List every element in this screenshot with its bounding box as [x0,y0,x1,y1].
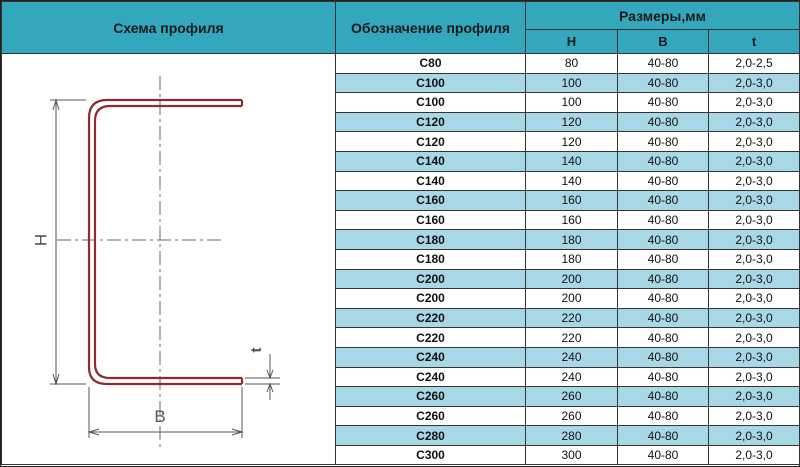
cell-b: 40-80 [618,406,709,426]
cell-b: 40-80 [618,269,709,289]
cell-designation: C120 [336,112,526,132]
cell-t: 2,0-3,0 [709,445,800,465]
cell-b: 40-80 [618,73,709,93]
cell-t: 2,0-3,0 [709,308,800,328]
cell-h: 160 [526,191,618,211]
cell-t: 2,0-3,0 [709,171,800,191]
cell-designation: C220 [336,308,526,328]
cell-designation: C180 [336,230,526,250]
cell-t: 2,0-3,0 [709,269,800,289]
cell-designation: C300 [336,445,526,465]
cell-designation: C240 [336,367,526,387]
cell-h: 220 [526,328,618,348]
cell-h: 200 [526,269,618,289]
cell-designation: C180 [336,249,526,269]
cell-t: 2,0-2,5 [709,54,800,74]
header-col-h: H [526,30,618,54]
cell-b: 40-80 [618,387,709,407]
cell-b: 40-80 [618,328,709,348]
cell-t: 2,0-3,0 [709,210,800,230]
cell-h: 260 [526,387,618,407]
cell-t: 2,0-3,0 [709,367,800,387]
cell-b: 40-80 [618,445,709,465]
cell-b: 40-80 [618,191,709,211]
table-row [2,54,800,74]
cell-designation: C160 [336,191,526,211]
cell-designation: C280 [336,426,526,446]
profile-table [1,1,800,465]
cell-h: 120 [526,132,618,152]
header-col-b: B [618,30,709,54]
cell-t: 2,0-3,0 [709,230,800,250]
cell-designation: C260 [336,406,526,426]
cell-b: 40-80 [618,289,709,309]
cell-b: 40-80 [618,347,709,367]
header-scheme: Схема профиля [2,2,336,54]
b-dimension-label: B [154,407,166,426]
cell-h: 280 [526,426,618,446]
cell-h: 100 [526,93,618,113]
cell-t: 2,0-3,0 [709,73,800,93]
cell-h: 220 [526,308,618,328]
cell-h: 300 [526,445,618,465]
cell-t: 2,0-3,0 [709,132,800,152]
cell-b: 40-80 [618,112,709,132]
cell-designation: C240 [336,347,526,367]
cell-t: 2,0-3,0 [709,112,800,132]
cell-t: 2,0-3,0 [709,93,800,113]
cell-b: 40-80 [618,171,709,191]
header-designation: Обозначение профиля [336,2,526,54]
cell-t: 2,0-3,0 [709,289,800,309]
cell-designation: C220 [336,328,526,348]
cell-designation: C260 [336,387,526,407]
t-dimension [245,354,280,400]
cell-t: 2,0-3,0 [709,426,800,446]
cell-h: 200 [526,289,618,309]
cell-designation: C100 [336,73,526,93]
cell-b: 40-80 [618,132,709,152]
c-profile-diagram [2,54,336,467]
cell-h: 160 [526,210,618,230]
cell-designation: C120 [336,132,526,152]
cell-b: 40-80 [618,426,709,446]
cell-h: 120 [526,112,618,132]
cell-b: 40-80 [618,54,709,74]
h-dimension-label: H [31,233,51,247]
cell-designation: C200 [336,289,526,309]
cell-t: 2,0-3,0 [709,387,800,407]
header-col-t: t [709,30,800,54]
cell-h: 240 [526,347,618,367]
cell-h: 140 [526,151,618,171]
cell-designation: C100 [336,93,526,113]
cell-h: 180 [526,230,618,250]
cell-h: 140 [526,171,618,191]
h-dimension [50,100,86,384]
cell-b: 40-80 [618,210,709,230]
cell-h: 240 [526,367,618,387]
cell-b: 40-80 [618,308,709,328]
cell-designation: C160 [336,210,526,230]
header-dimensions: Размеры,мм [526,2,800,30]
cell-h: 180 [526,249,618,269]
cell-t: 2,0-3,0 [709,191,800,211]
cell-designation: C140 [336,151,526,171]
cell-t: 2,0-3,0 [709,249,800,269]
cell-h: 260 [526,406,618,426]
profile-scheme-cell [2,54,336,465]
cell-b: 40-80 [618,93,709,113]
cell-b: 40-80 [618,367,709,387]
cell-b: 40-80 [618,230,709,250]
cell-b: 40-80 [618,249,709,269]
cell-t: 2,0-3,0 [709,151,800,171]
cell-designation: C200 [336,269,526,289]
cell-designation: C80 [336,54,526,74]
cell-t: 2,0-3,0 [709,347,800,367]
cell-h: 80 [526,54,618,74]
cell-t: 2,0-3,0 [709,406,800,426]
cell-designation: C140 [336,171,526,191]
cell-b: 40-80 [618,151,709,171]
cell-t: 2,0-3,0 [709,328,800,348]
c-profile-shape [89,100,242,384]
t-dimension-label: t [247,347,265,353]
cell-h: 100 [526,73,618,93]
